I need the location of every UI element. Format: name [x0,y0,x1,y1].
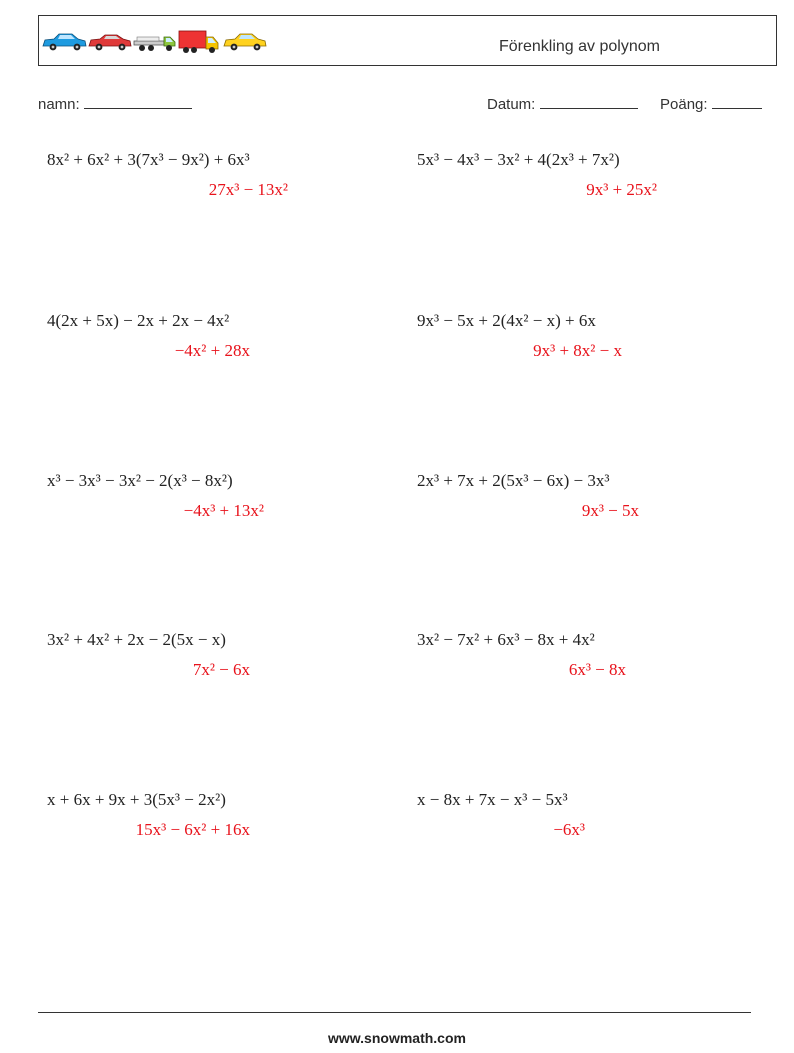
footer-divider [38,1012,751,1013]
problem-expression: 2x³ + 7x + 2(5x³ − 6x) − 3x³ [417,471,610,490]
problem-answer: 7x² − 6x [192,660,250,679]
score-label: Poäng: [660,96,708,113]
problem-expression: 4(2x + 5x) − 2x + 2x − 4x² [47,311,230,330]
problem-expression: x³ − 3x³ − 3x² − 2(x³ − 8x²) [47,471,233,490]
problem-answer: 6x³ − 8x [568,660,626,679]
problem-answer: −4x³ + 13x² [183,501,264,520]
score-blank[interactable] [712,94,762,109]
yellow-taxi-icon [224,34,266,50]
date-field[interactable] [487,94,638,113]
problem-answer: 9x³ + 25x² [586,180,657,199]
flatbed-truck-icon [134,37,175,51]
date-label: Datum: [487,96,536,113]
header-box [38,15,777,66]
red-car-icon [89,35,131,50]
problem-expression: 8x² + 6x² + 3(7x³ − 9x²) + 6x³ [47,150,250,169]
name-label: namn: [38,96,80,113]
problem-expression: x − 8x + 7x − x³ − 5x³ [417,790,568,809]
name-field[interactable] [38,94,192,113]
blue-car-icon [43,34,86,50]
score-field[interactable] [660,94,762,113]
problem-expression: x + 6x + 9x + 3(5x³ − 2x²) [47,790,226,809]
footer-website[interactable]: www.snowmath.com [328,1030,466,1046]
name-blank[interactable] [84,94,192,109]
date-blank[interactable] [540,94,638,109]
problem-answer: −6x³ [553,820,585,839]
problem-expression: 3x² + 4x² + 2x − 2(5x − x) [47,630,226,649]
problem-answer: −4x² + 28x [174,341,250,360]
problem-answer: 9x³ + 8x² − x [533,341,622,360]
vehicle-icons [42,30,267,54]
problem-answer: 9x³ − 5x [581,501,639,520]
worksheet-title: Förenkling av polynom [499,38,660,55]
problem-expression: 5x³ − 4x³ − 3x² + 4(2x³ + 7x²) [417,150,620,169]
problem-expression: 3x² − 7x² + 6x³ − 8x + 4x² [417,630,595,649]
problem-answer: 27x³ − 13x² [208,180,288,199]
problem-expression: 9x³ − 5x + 2(4x² − x) + 6x [417,311,596,330]
red-box-truck-icon [179,31,218,53]
problem-answer: 15x³ − 6x² + 16x [135,820,250,839]
